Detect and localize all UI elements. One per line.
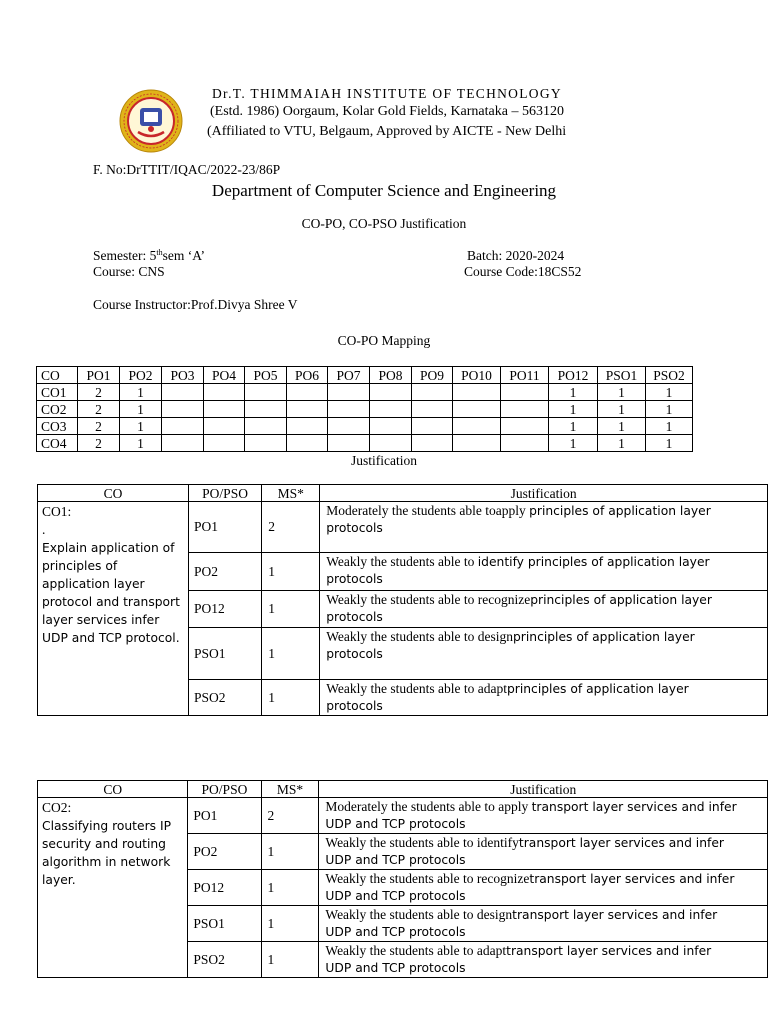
justification-text-end: principles of application layer bbox=[529, 504, 711, 518]
course-code: Course Code:18CS52 bbox=[464, 264, 582, 279]
po-pso-cell: PO2 bbox=[188, 834, 261, 870]
mapping-cell: 1 bbox=[549, 384, 598, 401]
co-label: CO2: bbox=[42, 800, 72, 815]
justification-title: Justification bbox=[351, 453, 417, 468]
mapping-cell bbox=[162, 384, 204, 401]
justification-text-start: Moderately the students able toapply bbox=[326, 503, 530, 518]
ms-cell: 2 bbox=[262, 502, 320, 553]
mapping-co-cell: CO bbox=[37, 367, 78, 384]
justification-cell bbox=[320, 591, 768, 628]
mapping-cell: 1 bbox=[549, 418, 598, 435]
justification-cell bbox=[320, 502, 768, 553]
mapping-cell bbox=[162, 401, 204, 418]
justification-header-row bbox=[38, 781, 768, 798]
po-pso-cell: PO12 bbox=[188, 591, 261, 628]
mapping-cell bbox=[412, 435, 453, 452]
mapping-cell bbox=[501, 435, 549, 452]
mapping-cell: 2 bbox=[78, 401, 120, 418]
mapping-cell bbox=[245, 435, 287, 452]
po-pso-cell: PSO2 bbox=[188, 942, 261, 978]
justification-text-wrap: UDP and TCP protocols bbox=[325, 925, 466, 939]
justification-line bbox=[325, 798, 767, 816]
mapping-cell bbox=[453, 384, 501, 401]
mapping-cell: 1 bbox=[120, 384, 162, 401]
mapping-co-cell: CO3 bbox=[37, 418, 78, 435]
justification-line bbox=[326, 628, 767, 646]
mapping-cell bbox=[370, 418, 412, 435]
co-description: Explain application of principles of application layer protocol and transport layer services infer UDP and TCP protocol. bbox=[42, 541, 180, 645]
mapping-row bbox=[37, 384, 693, 401]
mapping-cell bbox=[453, 435, 501, 452]
justification-text-start: Moderately the students able to apply bbox=[325, 799, 532, 814]
mapping-cell: PO6 bbox=[287, 367, 328, 384]
justification-line bbox=[326, 680, 767, 698]
po-pso-cell: PSO1 bbox=[188, 906, 261, 942]
course-instructor: Course Instructor:Prof.Divya Shree V bbox=[93, 297, 298, 312]
justification-table-co2 bbox=[37, 780, 768, 978]
department-title: Department of Computer Science and Engineering bbox=[211, 181, 557, 200]
mapping-cell bbox=[245, 384, 287, 401]
mapping-cell: 1 bbox=[120, 435, 162, 452]
mapping-title: CO-PO Mapping bbox=[337, 333, 431, 348]
ms-cell: 1 bbox=[261, 870, 319, 906]
justification-cell bbox=[320, 553, 768, 591]
institute-seal-icon bbox=[118, 88, 184, 154]
mapping-cell bbox=[453, 401, 501, 418]
ms-cell: 1 bbox=[262, 628, 320, 680]
justification-header-cell: MS* bbox=[261, 781, 319, 798]
mapping-cell: PO2 bbox=[120, 367, 162, 384]
justification-header-cell: PO/PSO bbox=[188, 485, 261, 502]
mapping-cell: 1 bbox=[598, 384, 646, 401]
mapping-cell: PO1 bbox=[78, 367, 120, 384]
file-number: F. No:DrTTIT/IQAC/2022-23/86P bbox=[93, 162, 281, 177]
co-description: Classifying routers IP security and routing algorithm in network layer. bbox=[42, 819, 171, 887]
mapping-cell bbox=[204, 435, 245, 452]
mapping-cell: 2 bbox=[78, 384, 120, 401]
mapping-cell bbox=[162, 418, 204, 435]
mapping-row bbox=[37, 418, 693, 435]
mapping-cell bbox=[501, 384, 549, 401]
mapping-cell bbox=[412, 384, 453, 401]
justification-cell bbox=[319, 906, 768, 942]
po-pso-cell: PSO1 bbox=[188, 628, 261, 680]
justification-line bbox=[326, 591, 767, 609]
justification-text-wrap: UDP and TCP protocols bbox=[325, 853, 466, 867]
justification-cell bbox=[320, 680, 768, 716]
justification-line bbox=[325, 834, 767, 852]
co-po-mapping-table bbox=[36, 366, 693, 452]
mapping-cell: PO11 bbox=[501, 367, 549, 384]
co-dot: . bbox=[42, 522, 46, 537]
mapping-cell bbox=[501, 401, 549, 418]
mapping-cell bbox=[287, 401, 328, 418]
justification-text-start: Weakly the students able to design bbox=[326, 629, 513, 644]
justification-text-start: Weakly the students able to design bbox=[325, 907, 513, 922]
mapping-cell bbox=[328, 418, 370, 435]
justification-text-wrap: protocols bbox=[326, 610, 383, 624]
ms-cell: 1 bbox=[262, 591, 320, 628]
mapping-cell: 1 bbox=[120, 418, 162, 435]
mapping-cell bbox=[370, 401, 412, 418]
justification-table-co1 bbox=[37, 484, 768, 716]
mapping-co-cell: CO1 bbox=[37, 384, 78, 401]
justification-cell bbox=[319, 942, 768, 978]
justification-text-wrap: protocols bbox=[326, 647, 383, 661]
mapping-header-row bbox=[37, 367, 693, 384]
institute-name: Dr.T. THIMMAIAH INSTITUTE OF TECHNOLOGY bbox=[212, 86, 562, 101]
batch: Batch: 2020-2024 bbox=[467, 248, 565, 263]
mapping-cell: 1 bbox=[646, 401, 693, 418]
justification-row bbox=[38, 502, 768, 553]
co-description-cell bbox=[38, 502, 189, 716]
mapping-cell: 1 bbox=[598, 418, 646, 435]
po-pso-cell: PO2 bbox=[188, 553, 261, 591]
mapping-co-cell: CO4 bbox=[37, 435, 78, 452]
mapping-cell bbox=[328, 435, 370, 452]
justification-text-wrap: protocols bbox=[326, 572, 383, 586]
mapping-cell: 2 bbox=[78, 435, 120, 452]
justification-text-end: transport layer services and infer bbox=[531, 800, 737, 814]
mapping-cell bbox=[245, 418, 287, 435]
mapping-cell: 1 bbox=[549, 435, 598, 452]
justification-text-end: principles of application layer bbox=[530, 593, 712, 607]
mapping-cell: PO4 bbox=[204, 367, 245, 384]
ms-cell: 1 bbox=[262, 680, 320, 716]
mapping-cell: PO5 bbox=[245, 367, 287, 384]
justification-text-end: identify principles of application layer bbox=[477, 555, 710, 569]
ms-cell: 1 bbox=[261, 906, 319, 942]
justification-text-wrap: protocols bbox=[326, 521, 383, 535]
justification-row bbox=[38, 798, 768, 834]
justification-header-cell: Justification bbox=[320, 485, 768, 502]
justification-header-cell: MS* bbox=[262, 485, 320, 502]
justification-line bbox=[325, 942, 767, 960]
mapping-cell bbox=[204, 384, 245, 401]
mapping-cell: 2 bbox=[78, 418, 120, 435]
mapping-cell: 1 bbox=[646, 418, 693, 435]
mapping-cell: PSO2 bbox=[646, 367, 693, 384]
ms-cell: 1 bbox=[261, 834, 319, 870]
justification-header-row bbox=[38, 485, 768, 502]
mapping-cell bbox=[328, 384, 370, 401]
mapping-cell bbox=[287, 435, 328, 452]
document-subtitle: CO-PO, CO-PSO Justification bbox=[301, 216, 467, 231]
mapping-row bbox=[37, 435, 693, 452]
justification-cell bbox=[319, 834, 768, 870]
justification-text-start: Weakly the students able to recognize bbox=[326, 592, 531, 607]
mapping-cell: 1 bbox=[120, 401, 162, 418]
mapping-cell: PO8 bbox=[370, 367, 412, 384]
mapping-cell: 1 bbox=[598, 401, 646, 418]
mapping-cell bbox=[204, 401, 245, 418]
po-pso-cell: PO1 bbox=[188, 502, 261, 553]
mapping-cell bbox=[328, 401, 370, 418]
mapping-cell bbox=[204, 418, 245, 435]
mapping-cell: 1 bbox=[646, 384, 693, 401]
co-label: CO1: bbox=[42, 504, 72, 519]
ms-cell: 1 bbox=[261, 942, 319, 978]
justification-header-cell: Justification bbox=[319, 781, 768, 798]
justification-text-end: principles of application layer bbox=[506, 682, 689, 696]
po-pso-cell: PSO2 bbox=[188, 680, 261, 716]
course: Course: CNS bbox=[93, 264, 165, 279]
justification-text-end: transport layer services and infer bbox=[529, 872, 735, 886]
justification-text-wrap: UDP and TCP protocols bbox=[325, 889, 466, 903]
justification-text-end: principles of application layer bbox=[513, 630, 695, 644]
mapping-cell bbox=[245, 401, 287, 418]
mapping-cell bbox=[162, 435, 204, 452]
po-pso-cell: PO1 bbox=[188, 798, 261, 834]
justification-text-end: transport layer services and infer bbox=[512, 908, 718, 922]
justification-text-end: transport layer services and infer bbox=[518, 836, 724, 850]
justification-text-start: Weakly the students able to identify bbox=[325, 835, 519, 850]
institute-affiliation: (Affiliated to VTU, Belgaum, Approved by AICTE - New Delhi bbox=[207, 124, 567, 139]
justification-line bbox=[326, 553, 767, 571]
ms-cell: 1 bbox=[262, 553, 320, 591]
justification-text-wrap: UDP and TCP protocols bbox=[325, 817, 466, 831]
justification-text-start: Weakly the students able to adapt bbox=[325, 943, 507, 958]
mapping-cell bbox=[412, 418, 453, 435]
mapping-cell bbox=[287, 418, 328, 435]
justification-header-cell: CO bbox=[38, 781, 188, 798]
mapping-row bbox=[37, 401, 693, 418]
justification-cell bbox=[319, 798, 768, 834]
justification-cell bbox=[319, 870, 768, 906]
justification-text-start: Weakly the students able to bbox=[326, 554, 478, 569]
mapping-cell bbox=[453, 418, 501, 435]
mapping-cell: PO9 bbox=[412, 367, 453, 384]
semester: Semester: 5thsem ‘A’ bbox=[93, 248, 205, 263]
justification-text-start: Weakly the students able to recognize bbox=[325, 871, 530, 886]
mapping-cell: PO12 bbox=[549, 367, 598, 384]
mapping-cell: 1 bbox=[549, 401, 598, 418]
co-description-cell bbox=[38, 798, 188, 978]
justification-line bbox=[325, 870, 767, 888]
mapping-cell bbox=[370, 435, 412, 452]
mapping-cell bbox=[412, 401, 453, 418]
mapping-cell bbox=[501, 418, 549, 435]
justification-header-cell: PO/PSO bbox=[188, 781, 261, 798]
mapping-cell bbox=[287, 384, 328, 401]
mapping-cell: PO10 bbox=[453, 367, 501, 384]
mapping-cell: PSO1 bbox=[598, 367, 646, 384]
mapping-cell: PO7 bbox=[328, 367, 370, 384]
institute-address: (Estd. 1986) Oorgaum, Kolar Gold Fields, Karnataka – 563120 bbox=[210, 104, 564, 119]
justification-text-end: transport layer services and infer bbox=[506, 944, 712, 958]
justification-text-wrap: UDP and TCP protocols bbox=[325, 961, 466, 975]
mapping-cell bbox=[370, 384, 412, 401]
mapping-cell: 1 bbox=[598, 435, 646, 452]
justification-line bbox=[325, 906, 767, 924]
justification-cell bbox=[320, 628, 768, 680]
po-pso-cell: PO12 bbox=[188, 870, 261, 906]
ms-cell: 2 bbox=[261, 798, 319, 834]
mapping-cell: PO3 bbox=[162, 367, 204, 384]
mapping-co-cell: CO2 bbox=[37, 401, 78, 418]
justification-text-wrap: protocols bbox=[326, 699, 383, 713]
mapping-cell: 1 bbox=[646, 435, 693, 452]
justification-line bbox=[326, 502, 767, 520]
justification-header-cell: CO bbox=[38, 485, 189, 502]
justification-text-start: Weakly the students able to adapt bbox=[326, 681, 507, 696]
